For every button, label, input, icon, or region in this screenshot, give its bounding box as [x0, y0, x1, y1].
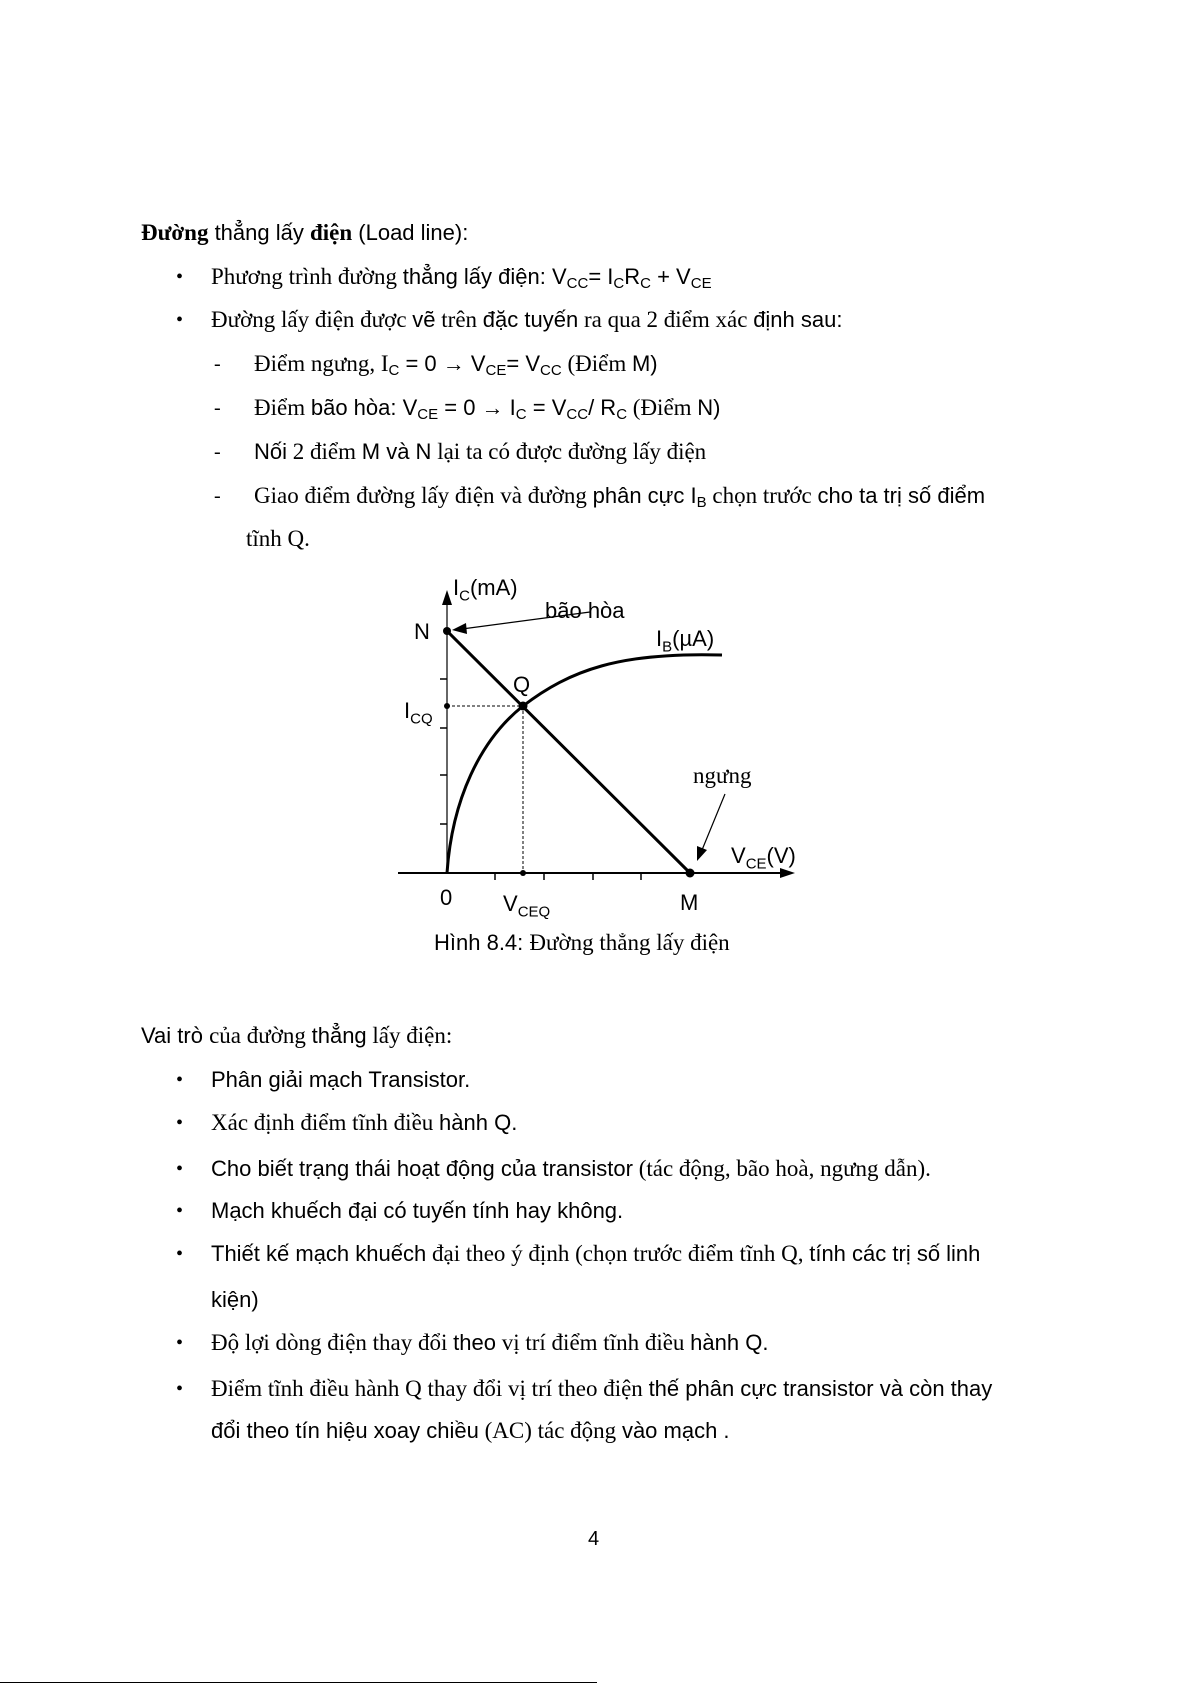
text-run: thẳng lấy	[208, 220, 310, 245]
cutoff-arrowhead-icon	[697, 846, 707, 861]
point-q-dot	[519, 702, 528, 711]
text-run: định sau:	[753, 307, 843, 332]
text-run: (Điểm	[627, 395, 698, 420]
bullet-icon: •	[176, 1200, 184, 1222]
text-run: = V	[526, 395, 567, 420]
bullet-icon: •	[176, 1332, 184, 1354]
dash-icon: -	[214, 441, 221, 463]
text-run: vẽ	[412, 307, 436, 332]
dash-icon: -	[214, 353, 221, 375]
icq-label	[404, 698, 433, 727]
bullet-icon: •	[176, 309, 184, 331]
icq-dot	[444, 703, 450, 709]
text-run: CE	[690, 275, 712, 292]
x-ticks	[495, 873, 641, 880]
text-run: M và N	[361, 439, 432, 464]
text-run: hành Q.	[439, 1110, 518, 1135]
x-axis-symbol: V	[731, 843, 746, 868]
point-m-dot	[686, 869, 695, 878]
text-run: theo	[453, 1330, 496, 1355]
text-run: Vai trò	[141, 1023, 210, 1048]
ib-subscript: B	[662, 638, 673, 656]
dash-icon: -	[214, 485, 221, 507]
text-run: CC	[566, 406, 589, 423]
x-axis-label	[731, 843, 796, 872]
text-run: Đường lấy điện được	[211, 307, 413, 332]
text-run: Giao điểm đường lấy điện và đường	[254, 483, 593, 508]
text-run: trên	[435, 307, 483, 332]
text-run: CE	[485, 362, 507, 379]
text-run: phân cực I	[592, 483, 697, 508]
text-run: Điểm tĩnh điều hành Q thay đổi vị trí theo điện	[211, 1376, 649, 1401]
text-run: (Load line):	[352, 220, 469, 245]
text-run: vào mạch .	[621, 1418, 730, 1443]
y-axis-arrow-icon	[442, 590, 452, 605]
text-run: Độ lợi dòng điện thay đổi	[211, 1330, 454, 1355]
icq-subscript: CQ	[410, 710, 433, 728]
x-axis-subscript: CE	[745, 855, 767, 873]
point-q-label: Q	[513, 672, 531, 697]
text-run: Xác định điểm tĩnh điều	[211, 1110, 440, 1135]
text-run: = V	[506, 351, 541, 376]
text-run: N)	[697, 395, 721, 420]
text-run: của đường	[209, 1023, 312, 1048]
bullet-icon: •	[176, 266, 184, 288]
dash-item-continuation: tĩnh Q.	[246, 526, 310, 551]
text-run: tính các trị số linh	[809, 1241, 981, 1266]
text-run: Điểm ngưng, I	[254, 351, 389, 376]
text-run: lấy điện:	[366, 1023, 453, 1048]
text-run: = I	[588, 264, 614, 289]
text-run: ra qua 2 điểm xác	[578, 307, 754, 332]
bullet-icon: •	[176, 1378, 184, 1400]
text-run: Thiết kế mạch khuếch	[211, 1241, 427, 1266]
text-run: thẳng lấy điện: V	[402, 264, 567, 289]
text-run: Đường	[141, 220, 209, 245]
ib-symbol: I	[656, 626, 663, 651]
text-run: = 0 → V	[399, 351, 486, 376]
y-axis-label	[453, 575, 518, 604]
point-m-label: M	[680, 890, 699, 915]
text-run: + V	[650, 264, 691, 289]
text-run: đặc tuyến	[482, 307, 579, 332]
bullet-icon: •	[176, 1158, 184, 1180]
origin-label: 0	[440, 885, 453, 910]
text-run: hành Q.	[690, 1330, 769, 1355]
text-run: CC	[540, 362, 562, 379]
text-run: (chọn trước điểm tĩnh Q,	[575, 1241, 810, 1266]
text-run: Phân giải mạch Transistor.	[211, 1067, 471, 1092]
text-run: Phương trình đường	[211, 264, 403, 289]
text-run: (AC) tác động	[478, 1418, 622, 1443]
text-run: CE	[417, 406, 439, 423]
text-run: M)	[631, 351, 658, 376]
text-run: Điểm	[254, 395, 311, 420]
text-run: cho ta trị số điểm	[817, 483, 986, 508]
saturation-label: bão hòa	[545, 598, 625, 623]
cutoff-arrow	[702, 794, 725, 850]
text-run: kiện)	[211, 1287, 259, 1312]
point-n-label: N	[414, 619, 430, 644]
caption-text: Đường thẳng lấy điện	[529, 930, 730, 955]
y-ticks	[440, 679, 447, 824]
text-run: C	[388, 362, 400, 379]
text-run: 2 điểm	[287, 439, 362, 464]
text-run: C	[640, 275, 651, 292]
text-run: R	[624, 264, 641, 289]
text-run: điện	[309, 220, 353, 245]
bullet-icon: •	[176, 1112, 184, 1134]
text-run: = 0 → I	[438, 395, 516, 420]
y-axis-unit: (mA)	[469, 575, 518, 600]
bullet-icon: •	[176, 1069, 184, 1091]
text-run: C	[515, 406, 527, 423]
text-run: Nối	[254, 439, 288, 464]
point-n-dot	[443, 627, 451, 635]
text-run: chọn trước	[706, 483, 818, 508]
text-run: đại theo ý định	[426, 1241, 576, 1266]
text-run: bão hòa: V	[310, 395, 418, 420]
text-run: C	[616, 406, 628, 423]
bullet-icon: •	[176, 1243, 184, 1265]
text-run: C	[613, 275, 625, 292]
text-run: (Điểm	[561, 351, 632, 376]
text-run: lại ta có được đường lấy điện	[431, 439, 707, 464]
ib-curve	[447, 655, 722, 873]
vceq-symbol: V	[503, 891, 518, 916]
ib-curve-label	[656, 626, 714, 655]
text-run: thẳng	[311, 1023, 367, 1048]
text-run: thế phân cực transistor và còn thay	[648, 1376, 993, 1401]
y-axis-symbol: I	[453, 575, 460, 600]
vceq-subscript: CEQ	[517, 903, 551, 921]
dash-icon: -	[214, 397, 221, 419]
figure-caption	[434, 930, 730, 956]
icq-symbol: I	[404, 698, 411, 723]
text-run: Cho biết trạng thái hoạt động của transistor	[211, 1156, 633, 1181]
ib-unit: (µA)	[672, 626, 715, 651]
footer-divider	[0, 1682, 597, 1683]
vceq-label	[503, 891, 550, 920]
cutoff-label: ngưng	[693, 763, 752, 788]
text-run: đổi theo tín hiệu xoay chiều	[211, 1418, 479, 1443]
text-run: / R	[588, 395, 617, 420]
caption-prefix: Hình 8.4:	[434, 930, 530, 955]
text-run: (tác động, bão hoà, ngưng dẫn).	[632, 1156, 931, 1181]
page-number: 4	[588, 1528, 600, 1550]
x-axis-unit: (V)	[766, 843, 796, 868]
text-run: CC	[566, 275, 589, 292]
text-run: B	[696, 494, 707, 511]
y-axis-subscript: C	[459, 587, 470, 605]
saturation-arrowhead-icon	[452, 623, 467, 634]
vceq-dot	[520, 870, 526, 876]
text-run: vị trí điểm tĩnh điều	[495, 1330, 691, 1355]
text-run: Mạch khuếch đại có tuyến tính hay không.	[211, 1198, 624, 1223]
